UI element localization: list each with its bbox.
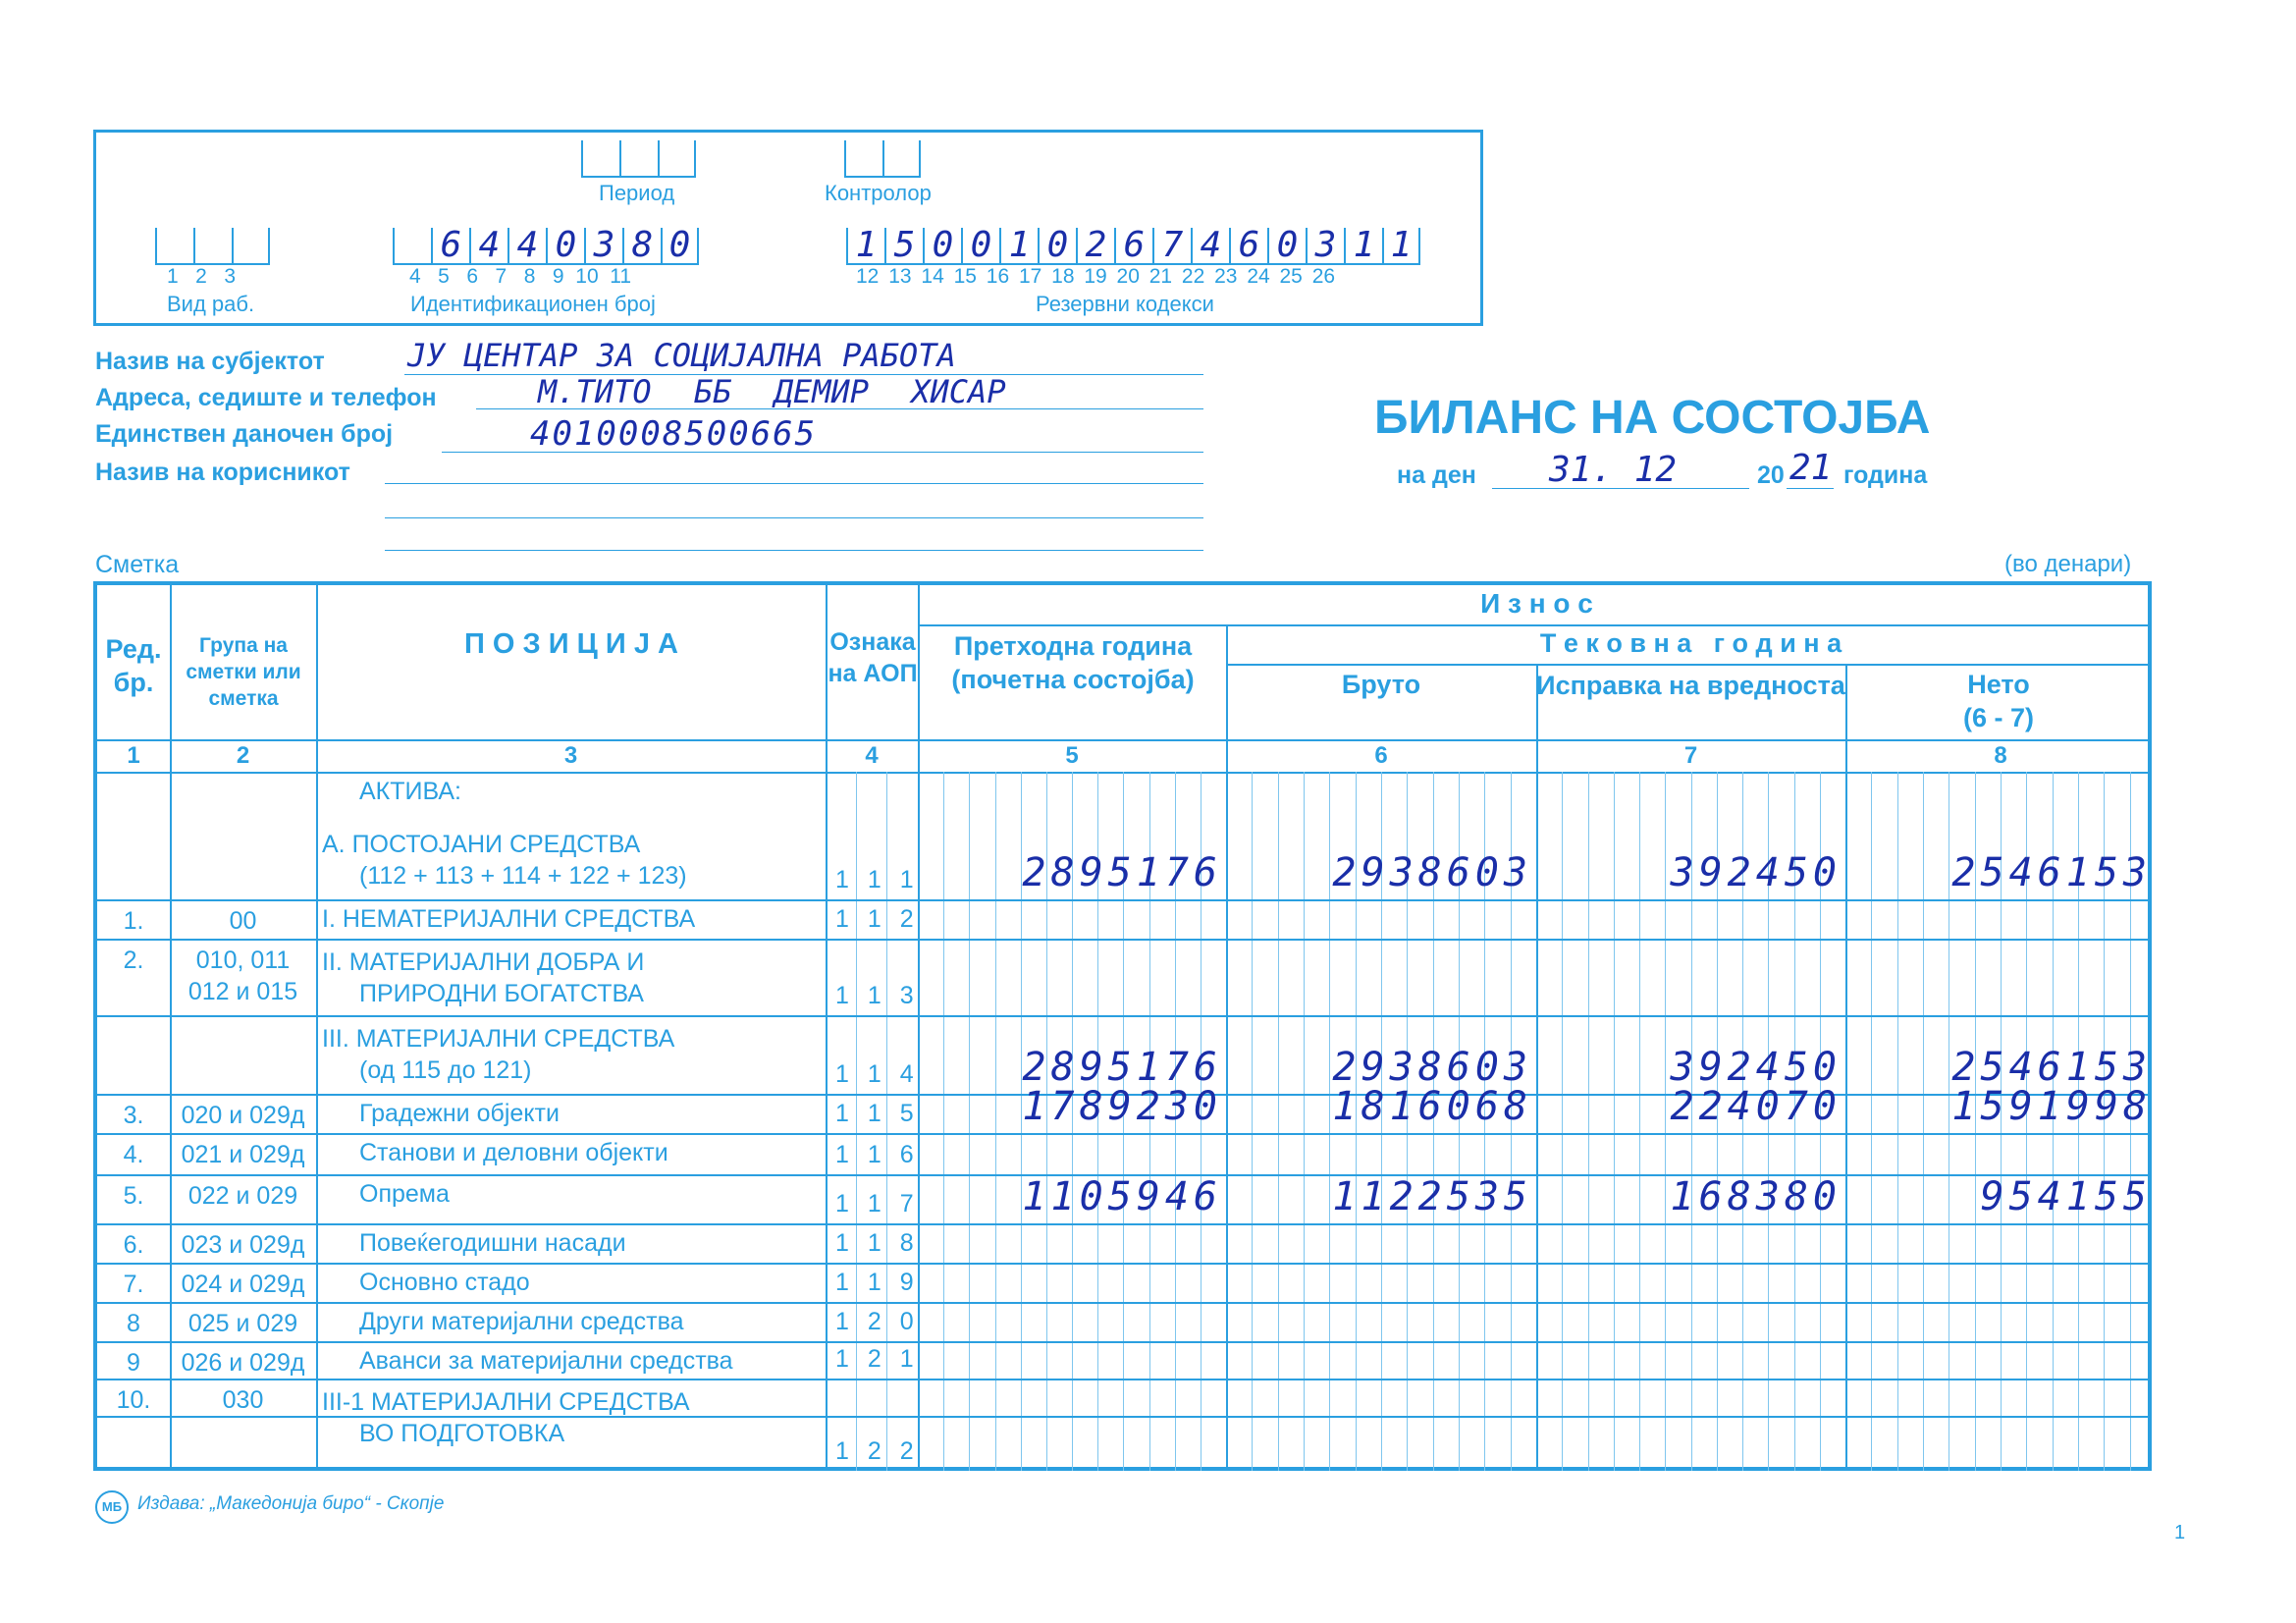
- id-digit[interactable]: 8: [622, 228, 661, 263]
- row-aop: 1 1 6: [835, 1141, 920, 1168]
- col-prev-header: Претходна година (почетна состојба): [951, 631, 1195, 694]
- row-aop: 1 2 2: [835, 1437, 920, 1465]
- row-ispravka-amount: 392450: [1670, 1045, 1842, 1090]
- row-position-sub: (од 115 до 121): [359, 1056, 532, 1084]
- row-prev-amount: 1789230: [1022, 1084, 1222, 1129]
- on-day-label: на ден: [1397, 461, 1476, 489]
- row-group: 00: [229, 907, 257, 935]
- row-number: 6.: [123, 1231, 144, 1259]
- row-position: А. ПОСТОЈАНИ СРЕДСТВА: [322, 831, 641, 858]
- row-aop: 1 1 4: [835, 1060, 920, 1088]
- row-position: I. НЕМАТЕРИЈАЛНИ СРЕДСТВА: [322, 905, 696, 933]
- id-digit[interactable]: 3: [584, 228, 622, 263]
- year-line: [1787, 488, 1834, 489]
- vid-rab-numbers: 1 2 3: [167, 265, 237, 288]
- row-divider: [97, 739, 2148, 741]
- row-neto-amount: 2546153: [1951, 850, 2152, 895]
- row-number: 10.: [116, 1386, 151, 1414]
- period-box[interactable]: [581, 140, 696, 178]
- col-aop-header: Ознака на АОП: [828, 628, 918, 687]
- row-number: 4.: [123, 1141, 144, 1168]
- row-group: 023 и 029д: [181, 1231, 305, 1259]
- row-ispravka-amount: 168380: [1670, 1174, 1842, 1219]
- row-position: Опрема: [359, 1180, 450, 1208]
- row-divider: [97, 1223, 2148, 1225]
- row-number: 1.: [123, 907, 144, 935]
- row-divider: [97, 1341, 2148, 1343]
- user-line-1: [385, 483, 1203, 484]
- id-digit[interactable]: [393, 228, 431, 263]
- row-position: Станови и деловни објекти: [359, 1139, 668, 1166]
- col-current-header: Т е к о в н а г о д и н а: [1539, 628, 1842, 658]
- reserve-digit[interactable]: 0: [1038, 228, 1076, 263]
- column-number: 5: [1065, 742, 1079, 769]
- row-number: 7.: [123, 1271, 144, 1298]
- reserve-digit[interactable]: 6: [1229, 228, 1267, 263]
- id-digit[interactable]: 4: [469, 228, 507, 263]
- column-number: 1: [127, 742, 140, 769]
- col-bruto-header: Бруто: [1341, 670, 1421, 699]
- reserve-label: Резервни кодекси: [1036, 292, 1214, 316]
- year-label: година: [1843, 461, 1928, 489]
- account-label: Сметка: [95, 551, 180, 578]
- row-ispravka-amount: 392450: [1670, 850, 1842, 895]
- page-title: БИЛАНС НА СОСТОЈБА: [1374, 392, 1931, 444]
- col-group-header: Група на сметки или сметка: [186, 634, 301, 710]
- row-position: Други материјални средства: [359, 1308, 684, 1335]
- row-neto-amount: 2546153: [1951, 1045, 2152, 1090]
- reserve-digit[interactable]: 6: [1114, 228, 1152, 263]
- control-label: Контролор: [825, 181, 932, 205]
- row-prev-amount: 1105946: [1022, 1174, 1222, 1219]
- row-position: Повеќегодишни насади: [359, 1229, 626, 1257]
- col-neto-sub-header: (6 - 7): [1962, 703, 2034, 732]
- row-group: 025 и 029: [187, 1310, 298, 1337]
- col-position-header: П О З И Ц И Ј А: [464, 628, 678, 660]
- row-prev-amount: 2895176: [1022, 1045, 1222, 1090]
- col-divider: [316, 585, 318, 1467]
- row-group: 026 и 029д: [181, 1349, 305, 1377]
- row-group: 012 и 015: [187, 978, 298, 1005]
- row-divider: [97, 1133, 2148, 1135]
- row-divider: [97, 1015, 2148, 1017]
- row-position-sub: (112 + 113 + 114 + 122 + 123): [359, 862, 687, 890]
- tax-label: Единствен даночен број: [95, 420, 394, 448]
- control-box[interactable]: [844, 140, 921, 178]
- row-group: 020 и 029д: [181, 1102, 305, 1129]
- row-aop: 1 2 1: [835, 1345, 920, 1373]
- row-group: 021 и 029д: [181, 1141, 305, 1168]
- subject-field[interactable]: ЈУ ЦЕНТАР ЗА СОЦИЈАЛНА РАБОТА: [407, 337, 956, 374]
- row-neto-amount: 954155: [1980, 1174, 2152, 1219]
- tax-field[interactable]: 4010008500665: [530, 414, 818, 454]
- period-label: Период: [599, 181, 675, 205]
- row-neto-amount: 1591998: [1951, 1084, 2152, 1129]
- row-bruto-amount: 1122535: [1332, 1174, 1532, 1219]
- reserve-numbers: 12 13 14 15 16 17 18 19 20 21 22 23 24 25 26: [856, 265, 1336, 288]
- address-label: Адреса, седиште и телефон: [95, 384, 437, 411]
- reserve-digit[interactable]: 7: [1152, 228, 1191, 263]
- row-ispravka-amount: 224070: [1670, 1084, 1842, 1129]
- year-field[interactable]: 21: [1789, 448, 1833, 488]
- subject-label: Назив на субјектот: [95, 348, 325, 375]
- page-number: 1: [2174, 1522, 2186, 1543]
- row-bruto-amount: 2938603: [1332, 850, 1532, 895]
- id-digit[interactable]: 0: [661, 228, 699, 263]
- id-digit[interactable]: 6: [431, 228, 469, 263]
- reserve-digit[interactable]: 1: [1344, 228, 1382, 263]
- row-position: Основно стадо: [359, 1269, 530, 1296]
- reserve-digit[interactable]: 1: [846, 228, 884, 263]
- column-number: 3: [563, 742, 578, 769]
- column-number: 7: [1683, 742, 1698, 769]
- user-label: Назив на корисникот: [95, 459, 350, 486]
- row-position-sub: ПРИРОДНИ БОГАТСТВА: [359, 980, 644, 1007]
- reserve-digit[interactable]: 0: [1267, 228, 1306, 263]
- row-group: 024 и 029д: [181, 1271, 305, 1298]
- year-prefix: 20: [1757, 461, 1785, 489]
- reserve-digit[interactable]: 5: [884, 228, 923, 263]
- column-number: 6: [1374, 742, 1388, 769]
- publisher-logo: МБ: [95, 1490, 129, 1524]
- col-red-header: Ред. бр.: [105, 634, 162, 697]
- row-divider: [97, 1379, 2148, 1380]
- row-aop: 1 1 3: [835, 982, 920, 1009]
- row-divider: [1226, 664, 2148, 666]
- row-group: 010, 011: [195, 947, 291, 974]
- row-number: 5.: [123, 1182, 144, 1210]
- row-aop: 1 2 0: [835, 1308, 920, 1335]
- reserve-digit[interactable]: 1: [1382, 228, 1420, 263]
- row-bruto-amount: 2938603: [1332, 1045, 1532, 1090]
- row-number: 9: [127, 1349, 140, 1377]
- row-number: 2.: [123, 947, 144, 974]
- row-group: 030: [222, 1386, 264, 1414]
- reserve-digit[interactable]: 0: [961, 228, 999, 263]
- col-iznos-header: И з н о с: [1480, 588, 1593, 619]
- row-aop: 1 1 1: [835, 866, 920, 893]
- row-group: 022 и 029: [187, 1182, 298, 1210]
- col-ispravka-header: Исправка на вредноста: [1536, 671, 1845, 700]
- id-digit[interactable]: 0: [546, 228, 584, 263]
- row-aop: 1 1 5: [835, 1100, 920, 1127]
- row-number: 8: [127, 1310, 140, 1337]
- id-digit[interactable]: 4: [507, 228, 546, 263]
- row-position: III-1 МАТЕРИЈАЛНИ СРЕДСТВА: [322, 1388, 690, 1416]
- row-position: III. МАТЕРИЈАЛНИ СРЕДСТВА: [322, 1025, 675, 1053]
- row-divider: [97, 899, 2148, 901]
- row-position-sub: ВО ПОДГОТОВКА: [359, 1420, 565, 1447]
- reserve-digit[interactable]: 2: [1076, 228, 1114, 263]
- row-divider: [97, 939, 2148, 941]
- row-divider: [97, 1263, 2148, 1265]
- column-number: 4: [865, 742, 879, 769]
- row-aop: 1 1 7: [835, 1190, 920, 1217]
- row-number: 3.: [123, 1102, 144, 1129]
- row-bruto-amount: 1816068: [1332, 1084, 1532, 1129]
- row-divider: [97, 1302, 2148, 1304]
- col-divider: [826, 585, 828, 1467]
- col-neto-header: Нето: [1967, 670, 2030, 699]
- column-number: 2: [236, 742, 250, 769]
- row-position: Аванси за материјални средства: [359, 1347, 733, 1375]
- row-aop: 1 1 9: [835, 1269, 920, 1296]
- column-number: 8: [1994, 742, 2007, 769]
- id-numbers: 4 5 6 7 8 9 10 11: [409, 265, 632, 288]
- reserve-digit[interactable]: 3: [1306, 228, 1344, 263]
- vid-rab-label: Вид раб.: [167, 292, 255, 316]
- row-position: Градежни објекти: [359, 1100, 560, 1127]
- date-field[interactable]: 31. 12: [1549, 450, 1678, 490]
- row-position: II. МАТЕРИЈАЛНИ ДОБРА И: [322, 948, 645, 976]
- reserve-digit[interactable]: 1: [999, 228, 1038, 263]
- row-position: АКТИВА:: [359, 778, 461, 805]
- vid-rab-box[interactable]: [155, 228, 270, 265]
- reserve-digit[interactable]: 4: [1191, 228, 1229, 263]
- row-aop: 1 1 2: [835, 905, 920, 933]
- id-label: Идентификационен број: [410, 292, 656, 316]
- currency-note: (во денари): [2004, 551, 2132, 577]
- reserve-digit[interactable]: 0: [923, 228, 961, 263]
- row-prev-amount: 2895176: [1022, 850, 1222, 895]
- row-aop: 1 1 8: [835, 1229, 920, 1257]
- user-line-3: [385, 550, 1203, 551]
- address-field[interactable]: М.ТИТО ББ ДЕМИР ХИСАР: [538, 373, 1006, 410]
- balance-table: [93, 581, 2152, 1471]
- user-line-2: [385, 517, 1203, 518]
- publisher-text: Издава: „Македонија биро“ - Скопје: [137, 1493, 445, 1514]
- reserve-codes-box[interactable]: [846, 225, 1420, 265]
- id-number-box[interactable]: [393, 225, 699, 265]
- row-divider: [918, 624, 2148, 626]
